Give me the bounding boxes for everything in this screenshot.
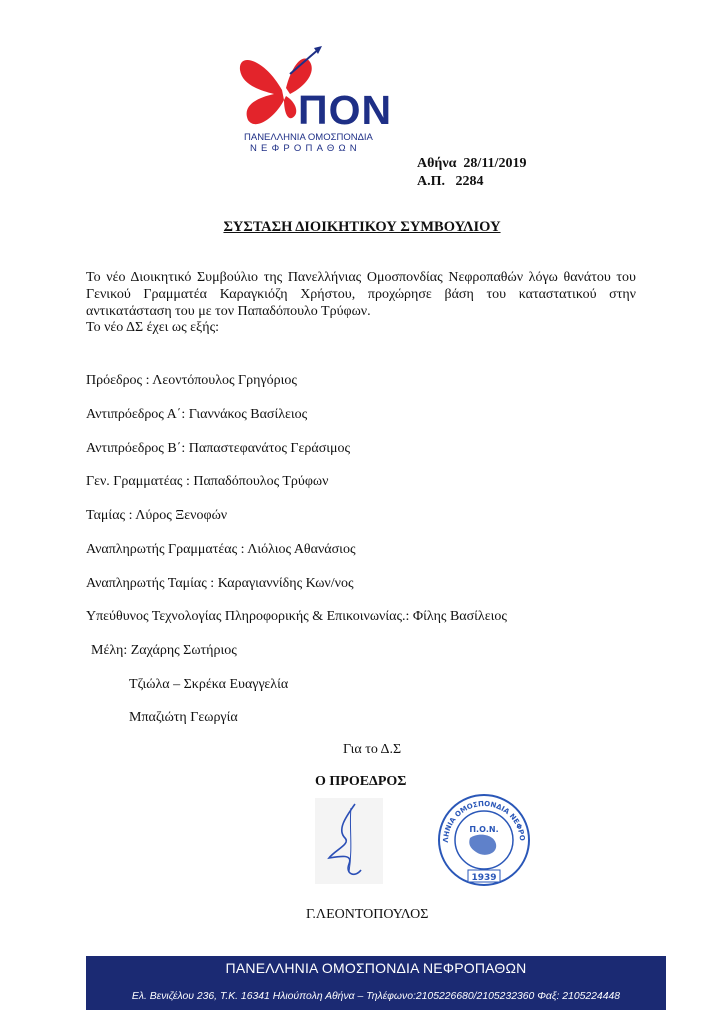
intro-lead-line: Το νέο ΔΣ έχει ως εξής:	[86, 320, 220, 335]
member-treasurer: Ταμίας : Λύρος Ξενοφών	[86, 508, 228, 523]
logo-org-line2: ΝΕΦΡΟΠΑΘΩΝ	[250, 143, 361, 154]
closing-role: Ο ΠΡΟΕΔΡΟΣ	[315, 774, 407, 789]
organization-stamp-icon	[434, 786, 534, 890]
organization-logo	[234, 44, 404, 154]
svg-text:ΠΑΝΕΛΛΗΝΙΑ ΟΜΟΣΠΟΝΔΙΑ ΝΕΦΡΟΠΑΘ: ΛΗΝΙΑ ΟΜΟΣΠΟΝΔΙΑ ΝΕΦΡΟ	[441, 799, 527, 843]
logo-org-line1: ΠΑΝΕΛΛΗΝΙΑ ΟΜΟΣΠΟΝΔΙΑ	[244, 132, 373, 143]
logo-wordmark: ΠΟΝ	[298, 87, 393, 133]
svg-text:1939: 1939	[471, 873, 497, 883]
letterhead-footer	[86, 956, 666, 1010]
member-list-label: Μέλη: Ζαχάρης Σωτήριος	[91, 643, 237, 658]
member-deputy-secretary: Αναπληρωτής Γραμματέας : Λιόλιος Αθανάσιος	[86, 542, 356, 557]
member-extra-1: Τζιώλα – Σκρέκα Ευαγγελία	[129, 677, 289, 692]
member-general-secretary: Γεν. Γραμματέας : Παπαδόπουλος Τρύφων	[86, 474, 329, 489]
signatory-name: Γ.ΛΕΟΝΤΟΠΟΥΛΟΣ	[306, 907, 429, 922]
member-deputy-treasurer: Αναπληρωτής Ταμίας : Καραγιαννίδης Κων/νος	[86, 576, 354, 591]
intro-paragraph: Το νέο Διοικητικό Συμβούλιο της Πανελλήνιας Ομοσπονδίας Νεφροπαθών λόγω θανάτου του Γενικού Γραμματέα Καραγκιόζη Χρήστου, προχώρησε βάση του καταστατικού στην αντικατάσταση του με τον Παπαδόπουλο Τρύφων.	[86, 270, 636, 319]
svg-text:Π.Ο.Ν.: Π.Ο.Ν.	[469, 825, 499, 834]
member-extra-2: Μπαζιώτη Γεωργία	[129, 710, 238, 725]
document-title: ΣΥΣΤΑΣΗ ΔΙΟΙΚΗΤΙΚΟΥ ΣΥΜΒΟΥΛΙΟΥ	[223, 219, 501, 235]
member-vice-president-b: Αντιπρόεδρος Β΄: Παπαστεφανάτος Γεράσιμος	[86, 441, 351, 456]
member-vice-president-a: Αντιπρόεδρος Α΄: Γιαννάκος Βασίλειος	[86, 407, 308, 422]
protocol-number: Α.Π. 2284	[417, 174, 484, 189]
date-protocol-block	[417, 155, 526, 191]
closing-for-board: Για το Δ.Σ	[343, 742, 402, 757]
footer-contact-line: Ελ. Βενιζέλου 236, Τ.Κ. 16341 Ηλιούπολη Αθήνα – Τηλέφωνο:2105226680/2105232360 Φαξ: 2105224448	[131, 991, 621, 1002]
signature-icon	[315, 798, 383, 884]
member-president: Πρόεδρος : Λεοντόπουλος Γρηγόριος	[86, 373, 297, 388]
member-it-officer: Υπεύθυνος Τεχνολογίας Πληροφορικής & Επικοινωνίας.: Φίλης Βασίλειος	[86, 609, 507, 624]
letter-date: Αθήνα 28/11/2019	[417, 156, 527, 171]
footer-org-name: ΠΑΝΕΛΛΗΝΙΑ ΟΜΟΣΠΟΝΔΙΑ ΝΕΦΡΟΠΑΘΩΝ	[225, 960, 527, 976]
